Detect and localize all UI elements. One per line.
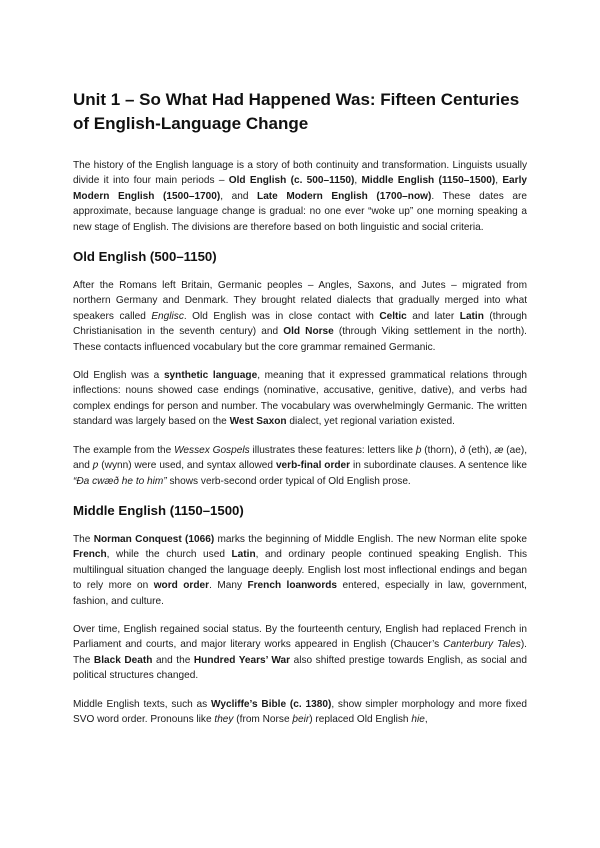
middle-english-paragraph-2 — [73, 622, 527, 684]
text-run: The example from the — [73, 444, 175, 456]
bold-term: Early Modern English (1500–1700) — [73, 175, 528, 202]
italic-term: ð — [459, 444, 466, 456]
text-run: , while the church used — [106, 549, 232, 561]
bold-term: Middle English (1150–1500) — [361, 175, 496, 187]
text-run: shows verb-second order typical of Old English prose. — [166, 475, 411, 487]
text-run: The — [73, 533, 94, 545]
text-run: Over time, English regained social status. By the fourteenth century, English had replaced French in Parliament and courts, and major literary works appeared in English (Chaucer’s — [73, 623, 527, 651]
text-run: in subordinate clauses. A sentence like — [350, 460, 527, 472]
bold-term: Wycliffe’s Bible (c. 1380) — [211, 698, 332, 710]
text-run: (thorn), — [421, 444, 460, 456]
text-run: , — [495, 175, 503, 187]
text-run: , meaning that it expressed grammatical relations through inflections: nouns showed case endings (nominative, accusative, genitive, dative), and verbs had complex endings for person and number. The vocabulary was overwhelmingly Germanic. The written standard was largely based on the — [73, 370, 527, 428]
bold-term: Old Norse — [283, 326, 334, 338]
italic-term: Canterbury Tales — [443, 639, 521, 651]
text-run: (ae), and — [73, 444, 528, 472]
text-run: . Old English was in close contact with — [183, 310, 380, 322]
text-run: marks the beginning of Middle English. The new Norman elite spoke — [214, 533, 528, 545]
italic-term: ƿ — [92, 460, 99, 472]
text-run: also shifted prestige towards English, as social and political structures changed. — [73, 654, 527, 682]
text-run: and the — [152, 654, 194, 666]
bold-term: synthetic language — [163, 370, 258, 382]
italic-term: þeir — [292, 713, 310, 725]
section-heading-old-english: Old English (500–1150) — [73, 249, 217, 265]
text-run: After the Romans left Britain, Germanic peoples – Angles, Saxons, and Jutes – migrated from northern Germany and Denmark. They brought related dialects that gradually merged into what speakers called — [73, 280, 527, 322]
bold-term: Latin — [231, 549, 256, 561]
old-english-paragraph-2 — [73, 368, 527, 430]
bold-term: word order — [153, 580, 210, 592]
bold-term: French — [73, 549, 107, 561]
page-content — [73, 88, 527, 740]
text-run: , — [424, 713, 428, 725]
old-english-paragraph-1 — [73, 278, 527, 355]
bold-term: Black Death — [93, 654, 153, 666]
bold-term: Latin — [459, 310, 484, 322]
bold-term: Norman Conquest (1066) — [93, 533, 215, 545]
text-run: , show simpler morphology and more fixed SVO word order. Pronouns like — [73, 698, 528, 725]
text-run: (wynn) were used, and syntax allowed — [98, 460, 276, 472]
bold-term: French loanwords — [247, 580, 338, 592]
text-run: . These dates are approximate, because language change is gradual: no one ever “woke up” one morning speaking a new stage of English. The divisions are therefore based on both linguistic and social criteria. — [73, 190, 527, 233]
italic-term: Wessex Gospels — [174, 444, 250, 456]
text-run: illustrates these features: letters like — [249, 444, 416, 456]
text-run: , — [354, 175, 362, 187]
italic-term: Englisc — [151, 310, 184, 322]
bold-term: Hundred Years’ War — [193, 654, 291, 666]
old-english-paragraph-3 — [73, 443, 527, 489]
text-run: (through Christianisation in the seventh century) and — [73, 310, 527, 338]
section-heading-middle-english: Middle English (1150–1500) — [73, 502, 244, 518]
middle-english-paragraph-1 — [73, 532, 527, 609]
text-run: Old English was a — [73, 370, 164, 382]
text-run: , and ordinary people continued speaking English. This multilingual situation changed the language deeply. English lost most inflectional endings and began to rely more on — [73, 549, 528, 592]
intro-paragraph — [73, 158, 527, 235]
text-run: (eth), — [465, 444, 495, 456]
italic-term: þ — [415, 444, 422, 456]
page-title: Unit 1 – So What Had Happened Was: Fifteen Centuries of English-Language Change — [73, 90, 520, 133]
text-run: ) replaced Old English — [309, 713, 412, 725]
text-run: , and — [220, 190, 258, 202]
text-run: and later — [406, 310, 460, 322]
text-run: (through Viking settlement in the north). These contacts influenced vocabulary but the core grammar remained Germanic. — [73, 326, 527, 353]
italic-term: they — [214, 713, 234, 725]
text-run: dialect, yet regional variation existed. — [286, 416, 455, 428]
italic-term: hie — [411, 713, 425, 725]
text-run: ). The — [73, 639, 527, 666]
text-run: The history of the English language is a story of both continuity and transformation. Linguists usually divide it into four main periods – — [73, 160, 527, 187]
bold-term: Celtic — [379, 310, 407, 322]
middle-english-paragraph-3 — [73, 697, 527, 728]
text-run: Middle English texts, such as — [73, 698, 212, 710]
bold-term: verb-final order — [275, 460, 351, 472]
text-run: . Many — [209, 580, 248, 592]
text-run: entered, especially in law, government, fashion, and culture. — [73, 580, 527, 607]
italic-term: “Ða cwæð he to him” — [73, 475, 167, 487]
italic-term: æ — [494, 444, 504, 456]
bold-term: Old English (c. 500–1150) — [228, 175, 355, 187]
bold-term: Late Modern English (1700–now) — [257, 190, 432, 202]
bold-term: West Saxon — [229, 416, 287, 428]
text-run: (from Norse — [233, 713, 293, 725]
